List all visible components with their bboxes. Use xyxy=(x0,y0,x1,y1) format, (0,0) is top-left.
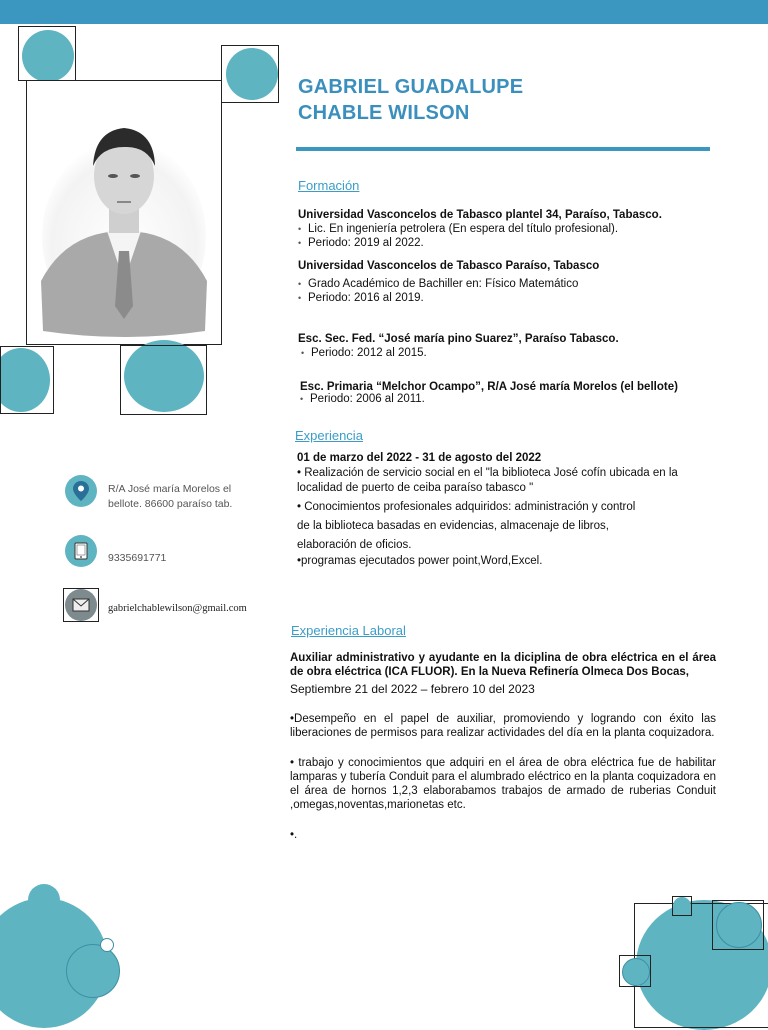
email-icon xyxy=(65,589,97,621)
decor-frame xyxy=(18,26,76,81)
school-entry xyxy=(298,259,718,305)
decor-circle xyxy=(28,884,60,916)
school-item: • Periodo: 2016 al 2019. xyxy=(298,292,424,304)
decor-circle xyxy=(100,938,114,952)
experience-entry xyxy=(297,451,725,568)
decor-circle xyxy=(66,944,120,998)
school-name: Universidad Vasconcelos de Tabasco plantel 34, Paraíso, Tabasco. xyxy=(298,209,662,221)
school-entry xyxy=(298,208,718,250)
decor-frame xyxy=(0,346,54,414)
decor-frame xyxy=(712,900,764,950)
school-entry xyxy=(300,380,730,406)
name-line-1: GABRIEL GUADALUPE xyxy=(298,76,524,98)
contact-phone[interactable]: 9335691771 xyxy=(108,552,167,564)
school-item: • Lic. En ingeniería petrolera (En espera del título profesional). xyxy=(298,223,619,235)
job-period: Septiembre 21 del 2022 – febrero 10 del 2023 xyxy=(290,682,535,696)
section-title-experiencia: Experiencia xyxy=(295,428,363,443)
name-line-2: CHABLE WILSON xyxy=(298,102,470,124)
decor-frame xyxy=(672,896,692,916)
top-accent-bar xyxy=(0,0,768,24)
school-item: • Grado Académico de Bachiller en: Físico Matemático xyxy=(298,278,579,290)
decor-frame xyxy=(619,955,651,987)
section-title-formacion: Formación xyxy=(298,178,360,193)
job-position: Auxiliar administrativo y ayudante en la diciplina de obra eléctrica en el área de obra eléctrica (ICA FLUOR). En la Nueva Refinería Olmeca Dos Bocas, xyxy=(290,652,716,678)
contact-email[interactable]: gabrielchablewilson@gmail.com xyxy=(108,603,247,614)
name-divider xyxy=(296,147,710,151)
experience-period: 01 de marzo del 2022 - 31 de agosto del 2022 xyxy=(297,452,542,464)
school-item: • Periodo: 2006 al 2011. xyxy=(300,393,425,405)
phone-icon xyxy=(65,535,97,567)
school-item: • Periodo: 2012 al 2015. xyxy=(301,347,427,359)
section-title-experiencia-laboral: Experiencia Laboral xyxy=(291,623,406,638)
experience-line: •programas ejecutados power point,Word,Excel. xyxy=(297,555,543,567)
candidate-name xyxy=(298,74,523,126)
experience-line: de la biblioteca basadas en evidencias, almacenaje de libros, xyxy=(297,520,609,532)
school-item: • Periodo: 2019 al 2022. xyxy=(298,237,424,249)
school-entry xyxy=(298,332,718,360)
job-description: •Desempeño en el papel de auxiliar, promoviendo y logrando con éxito las liberaciones de permisos para realizar actividades del día en la planta coquizadora. xyxy=(290,713,716,739)
experience-line: • Conocimientos profesionales adquiridos: administración y control xyxy=(297,501,636,513)
school-name: Universidad Vasconcelos de Tabasco Paraíso, Tabasco xyxy=(298,260,600,272)
experience-line: elaboración de oficios. xyxy=(297,539,412,551)
photo-frame xyxy=(26,80,222,345)
contact-address: R/A José maría Morelos el bellote. 86600 paraíso tab. xyxy=(108,483,233,510)
decor-frame xyxy=(221,45,279,103)
profile-photo xyxy=(27,81,221,344)
school-name: Esc. Primaria “Melchor Ocampo”, R/A José maría Morelos (el bellote) xyxy=(300,381,678,393)
job-description: • trabajo y conocimientos que adquiri en el área de obra eléctrica fue de habilitar lamparas y tubería Conduit para el alumbrado eléctrico en la planta coquizadora en el área de hornos 1,2,3 elaborabamos trabajos de armado de ruberias Conduit ,omegas,noventas,marionetas etc. xyxy=(290,757,716,811)
experience-line: • Realización de servicio social en el "la biblioteca José cofín ubicada en la localidad de puerto de ceiba paraíso tabasco " xyxy=(297,467,678,494)
decor-frame xyxy=(120,345,207,415)
job-description: •. xyxy=(290,829,298,841)
job-entry xyxy=(290,651,716,842)
school-name: Esc. Sec. Fed. “José maría pino Suarez”, Paraíso Tabasco. xyxy=(298,333,619,345)
location-pin-icon xyxy=(65,475,97,507)
